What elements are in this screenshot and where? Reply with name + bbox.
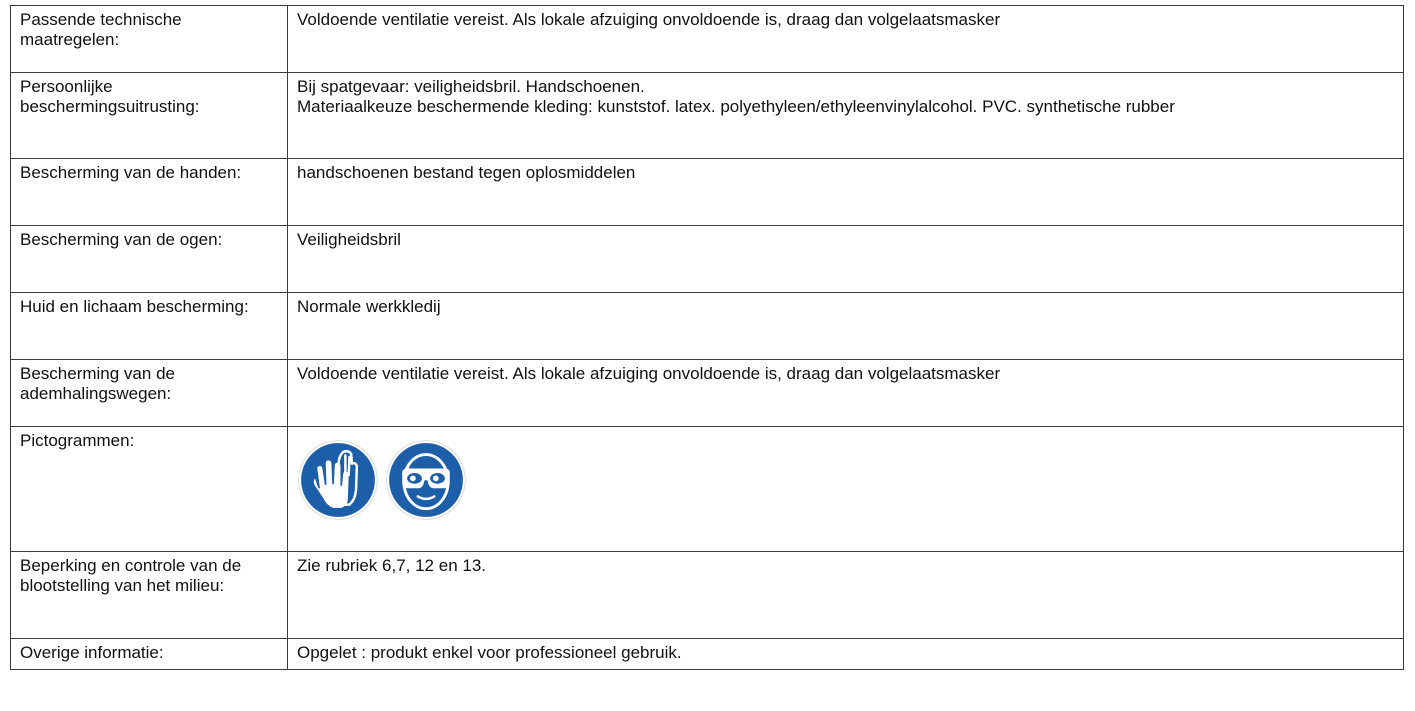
row-value: Voldoende ventilatie vereist. Als lokale afzuiging onvoldoende is, draag dan volgelaatsmasker [288,360,1404,427]
table-row [11,427,1404,552]
row-label: Bescherming van de ogen: [11,226,288,293]
row-value: Voldoende ventilatie vereist. Als lokale afzuiging onvoldoende is, draag dan volgelaatsmasker [288,6,1404,73]
table-row [11,293,1404,360]
table-row [11,552,1404,639]
row-label: Pictogrammen: [11,427,288,552]
table-row [11,360,1404,427]
row-value: Normale werkkledij [288,293,1404,360]
row-label: Beperking en controle van de blootstelling van het milieu: [11,552,288,639]
row-value: handschoenen bestand tegen oplosmiddelen [288,159,1404,226]
table-row [11,6,1404,73]
row-value: Zie rubriek 6,7, 12 en 13. [288,552,1404,639]
value-line: Bij spatgevaar: veiligheidsbril. Handschoenen. [297,77,645,96]
value-line: Materiaalkeuze beschermende kleding: kunststof. latex. polyethyleen/ethyleenvinylalcohol. PVC. synthetische rubber [297,97,1175,116]
row-label: Huid en lichaam bescherming: [11,293,288,360]
pictogram-cell [288,427,1404,552]
row-label: Persoonlijke beschermingsuitrusting: [11,73,288,159]
table-row [11,639,1404,670]
row-label: Bescherming van de ademhalingswegen: [11,360,288,427]
row-label: Overige informatie: [11,639,288,670]
row-label: Bescherming van de handen: [11,159,288,226]
exposure-controls-table [10,5,1404,670]
row-value [288,73,1404,159]
table-row [11,226,1404,293]
goggles-mandatory-icon [385,439,467,521]
gloves-mandatory-icon [297,439,379,521]
row-value: Opgelet : produkt enkel voor professioneel gebruik. [288,639,1404,670]
table-row [11,73,1404,159]
row-label: Passende technische maatregelen: [11,6,288,73]
row-value: Veiligheidsbril [288,226,1404,293]
table-row [11,159,1404,226]
